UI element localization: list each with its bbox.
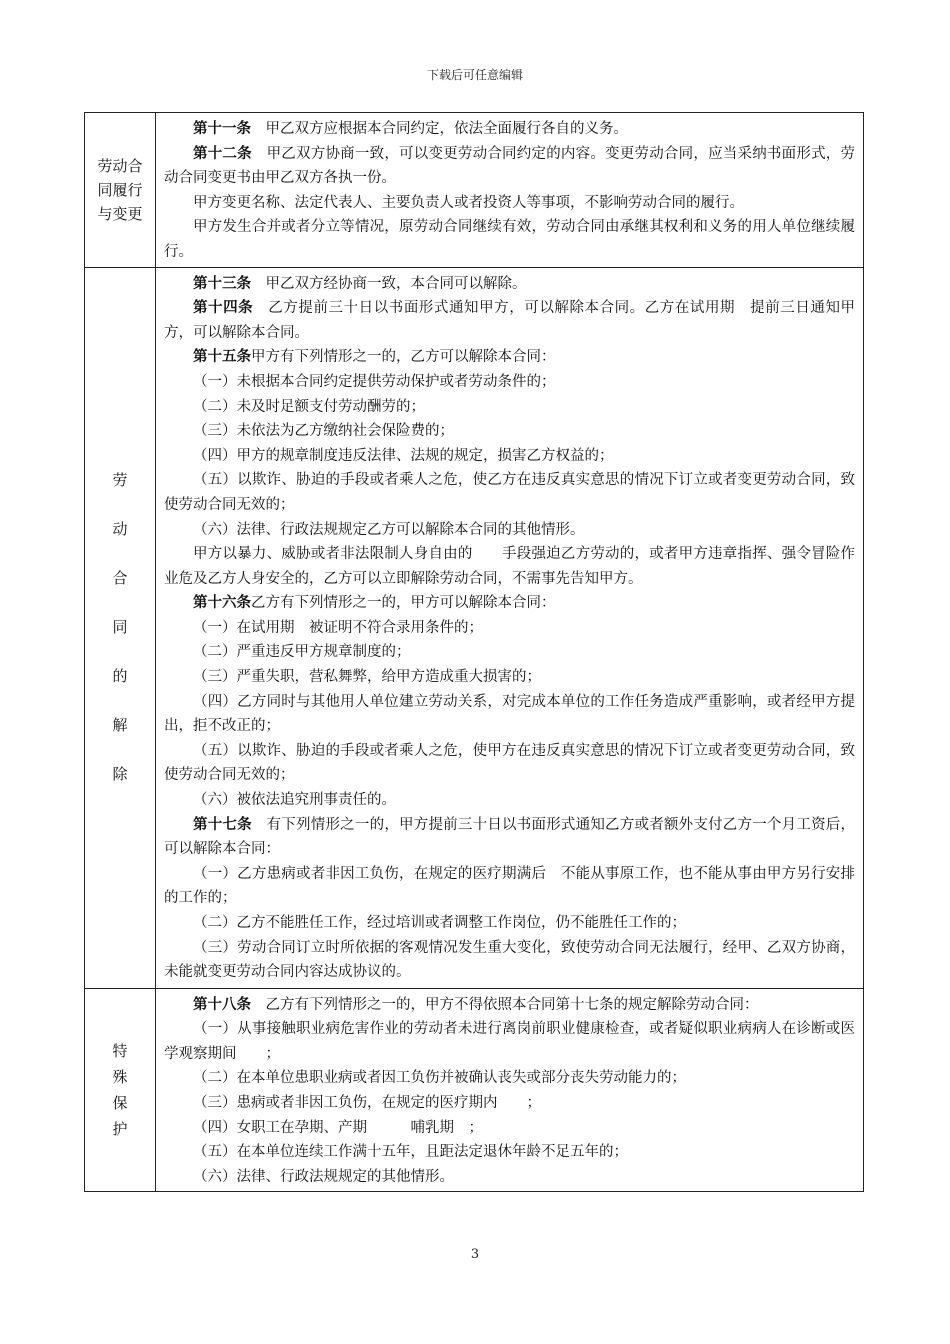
clause-text: （一）从事接触职业病危害作业的劳动者未进行离岗前职业健康检查，或者疑似职业病病人在诊断或医学观察期间 ；	[164, 1021, 855, 1062]
clause-paragraph	[164, 191, 855, 216]
clause-paragraph	[164, 788, 855, 813]
section-body-performance	[156, 113, 864, 268]
clause-text: （三）患病或者非因工负伤，在规定的医疗期内 ；	[193, 1094, 541, 1111]
section-label-line: 劳动合	[97, 156, 143, 175]
section-label-line: 同	[112, 618, 128, 637]
clause-paragraph	[164, 813, 855, 862]
clause-paragraph	[164, 1165, 855, 1190]
clause-number: 第十五条	[193, 348, 251, 366]
clause-text: 乙方有下列情形之一的，甲方可以解除本合同：	[251, 595, 556, 612]
clause-paragraph	[164, 272, 855, 297]
clause-paragraph	[164, 665, 855, 690]
section-label-line: 的	[112, 667, 128, 686]
clause-paragraph	[164, 1140, 855, 1165]
clause-text: （四）乙方同时与其他用人单位建立劳动关系，对完成本单位的工作任务造成严重影响，或者经甲方提出，拒不改正的；	[164, 693, 855, 735]
clause-text: （四）女职工在孕期、产期 哺乳期 ；	[193, 1119, 483, 1136]
clause-number: 第十七条	[193, 815, 252, 833]
clause-paragraph	[164, 395, 855, 420]
clause-text: （六）法律、行政法规规定乙方可以解除本合同的其他情形。	[193, 521, 585, 538]
clause-paragraph	[164, 936, 855, 985]
clause-paragraph	[164, 911, 855, 936]
section-row-special-protection	[85, 988, 864, 1192]
section-label-line: 护	[112, 1119, 128, 1138]
clause-number: 第十一条	[193, 120, 251, 137]
clause-text: （三）严重失职，营私舞弊，给甲方造成重大损害的；	[193, 669, 541, 686]
clause-paragraph	[164, 117, 855, 142]
clause-text: 乙方有下列情形之一的，甲方不得依照本合同第十七条的规定解除劳动合同：	[251, 996, 759, 1013]
clause-text: （二）严重违反甲方规章制度的；	[193, 644, 411, 661]
clause-number: 第十三条	[193, 274, 251, 292]
section-body-special-protection	[156, 988, 864, 1192]
section-row-performance	[85, 113, 864, 268]
clause-paragraph	[164, 640, 855, 665]
clause-number: 第十六条	[193, 594, 251, 612]
clause-paragraph	[164, 444, 855, 469]
clause-text: （一）未根据本合同约定提供劳动保护或者劳动条件的；	[193, 373, 556, 390]
clause-text: （三）劳动合同订立时所依据的客观情况发生重大变化，致使劳动合同无法履行，经甲、乙双方协商，未能就变更劳动合同内容达成协议的。	[164, 939, 855, 981]
contract-table	[84, 112, 864, 1192]
clause-text: （五）以欺诈、胁迫的手段或者乘人之危，使甲方在违反真实意思的情况下订立或者变更劳动合同，致使劳动合同无效的；	[164, 742, 855, 784]
clause-text: （二）未及时足额支付劳动酬劳的；	[193, 398, 425, 415]
clause-paragraph	[164, 1066, 855, 1091]
clause-paragraph	[164, 690, 855, 739]
clause-text: （一）在试用期 被证明不符合录用条件的；	[193, 619, 483, 636]
section-label-special-protection	[85, 988, 156, 1192]
clause-text: 甲方有下列情形之一的，乙方可以解除本合同：	[251, 349, 556, 366]
page-header: 下载后可任意编辑	[426, 68, 523, 82]
section-label-line: 劳	[112, 471, 128, 490]
clause-text: 甲乙双方应根据本合同约定，依法全面履行各自的义务。	[251, 121, 628, 137]
section-label-line: 保	[112, 1093, 128, 1112]
clause-number: 第十二条	[193, 144, 252, 162]
clause-text: （二）在本单位患职业病或者因工负伤并被确认丧失或部分丧失劳动能力的；	[193, 1070, 686, 1087]
section-row-termination	[85, 267, 864, 988]
clause-text: 甲乙双方协商一致，可以变更劳动合同约定的内容。变更劳动合同，应当采纳书面形式，劳动合同变更书由甲乙双方各执一份。	[164, 145, 856, 187]
clause-paragraph	[164, 142, 855, 191]
section-label-line: 除	[112, 765, 128, 784]
clause-text: 甲方以暴力、威胁或者非法限制人身自由的 手段强迫乙方劳动的，或者甲方违章指挥、强令冒险作业危及乙方人身安全的，乙方可以立即解除劳动合同，不需事先告知甲方。	[164, 546, 855, 587]
clause-text: （五）在本单位连续工作满十五年，且距法定退休年龄不足五年的；	[193, 1144, 628, 1161]
clause-text: 甲乙双方经协商一致，本合同可以解除。	[251, 275, 527, 292]
clause-paragraph	[164, 215, 855, 264]
section-label-termination	[85, 267, 156, 988]
clause-text: 甲方变更名称、法定代表人、主要负责人或者投资人等事项，不影响劳动合同的履行。	[193, 194, 744, 211]
section-label-line: 同履行	[97, 180, 143, 199]
clause-paragraph	[164, 518, 855, 543]
clause-text: （四）甲方的规章制度违反法律、法规的规定，损害乙方权益的；	[193, 447, 614, 464]
clause-paragraph	[164, 591, 855, 616]
clause-text: 乙方提前三十日以书面形式通知甲方，可以解除本合同。乙方在试用期 提前三日通知甲方，可以解除本合同。	[164, 300, 855, 341]
section-label-line: 合	[112, 569, 128, 588]
clause-paragraph	[164, 993, 855, 1018]
clause-text: 有下列情形之一的，甲方提前三十日以书面形式通知乙方或者额外支付乙方一个月工资后，可以解除本合同：	[164, 816, 856, 858]
clause-text: （五）以欺诈、胁迫的手段或者乘人之危，使乙方在违反真实意思的情况下订立或者变更劳动合同，致使劳动合同无效的；	[164, 472, 855, 513]
section-label-line: 动	[112, 520, 128, 539]
clause-text: （一）乙方患病或者非因工负伤，在规定的医疗期满后 不能从事原工作，也不能从事由甲方另行安排的工作的；	[164, 865, 855, 907]
section-body-termination	[156, 267, 864, 988]
clause-paragraph	[164, 739, 855, 788]
section-label-line: 特	[112, 1041, 128, 1060]
page-number: 3	[470, 1247, 480, 1262]
clause-paragraph	[164, 419, 855, 444]
section-label-line: 解	[112, 716, 128, 735]
clause-paragraph	[164, 1116, 855, 1141]
clause-number: 第十八条	[193, 995, 251, 1013]
clause-paragraph	[164, 370, 855, 395]
clause-paragraph	[164, 296, 855, 345]
section-label-line: 与变更	[97, 204, 143, 223]
clause-paragraph	[164, 1017, 855, 1066]
clause-text: （二）乙方不能胜任工作，经过培训或者调整工作岗位，仍不能胜任工作的；	[193, 915, 686, 931]
clause-text: （六）被依法追究刑事责任的。	[193, 792, 396, 809]
clause-number: 第十四条	[193, 299, 254, 317]
clause-paragraph	[164, 862, 855, 911]
clause-paragraph	[164, 345, 855, 370]
clause-paragraph	[164, 468, 855, 517]
section-label-line: 殊	[112, 1067, 128, 1086]
clause-paragraph	[164, 542, 855, 591]
clause-paragraph	[164, 1091, 855, 1116]
clause-text: （六）法律、行政法规规定的其他情形。	[193, 1168, 454, 1185]
clause-text: 甲方发生合并或者分立等情况，原劳动合同继续有效，劳动合同由承继其权利和义务的用人单位继续履行。	[164, 219, 855, 260]
clause-text: （三）未依法为乙方缴纳社会保险费的；	[193, 423, 454, 440]
section-label-performance	[85, 113, 156, 268]
clause-paragraph	[164, 616, 855, 641]
